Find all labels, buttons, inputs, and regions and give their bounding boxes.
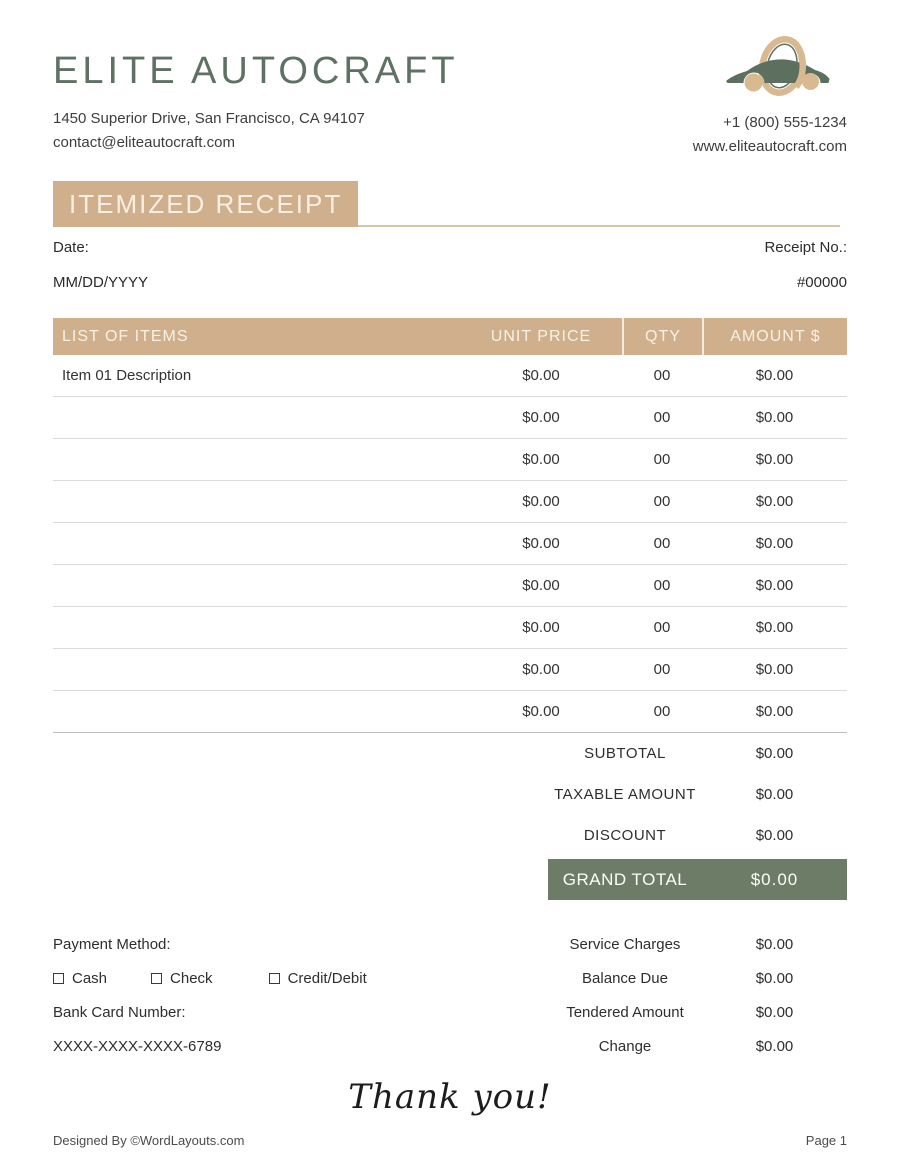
meta-values: [53, 274, 847, 291]
bank-card-label: Bank Card Number:: [53, 1003, 186, 1021]
item-qty: 00: [653, 493, 671, 510]
grand-total-bar: [548, 859, 847, 900]
page-title: ITEMIZED RECEIPT: [53, 181, 358, 227]
service-charges-value: $0.00: [755, 935, 794, 953]
company-address: 1450 Superior Drive, San Francisco, CA 94107: [53, 110, 365, 127]
service-charges-label: Service Charges: [569, 935, 681, 953]
item-qty: 00: [653, 577, 671, 594]
item-qty: 00: [653, 535, 671, 552]
date-label: Date:: [53, 239, 89, 256]
column-header-list-of-items: LIST OF ITEMS: [62, 328, 189, 345]
item-amount: $0.00: [755, 535, 794, 552]
table-row: [53, 355, 847, 397]
item-amount: $0.00: [755, 661, 794, 678]
discount-value: $0.00: [755, 827, 794, 844]
column-header-qty: QTY: [622, 318, 702, 355]
car-logo-icon: [723, 36, 833, 105]
payment-section: [53, 927, 548, 1063]
grand-total-row: [53, 859, 847, 900]
change-value: $0.00: [755, 1037, 794, 1055]
table-row: [53, 439, 847, 481]
title-rule: [358, 181, 840, 227]
item-amount: $0.00: [755, 451, 794, 468]
header: [53, 0, 847, 159]
cash-label: Cash: [72, 969, 108, 987]
item-amount: $0.00: [755, 619, 794, 636]
company-website: www.eliteautocraft.com: [692, 138, 847, 155]
footer: [53, 1133, 847, 1148]
subtotal-row: [53, 733, 847, 774]
totals-section: [53, 733, 847, 900]
items-table-header: [53, 318, 847, 355]
company-phone: +1 (800) 555-1234: [723, 114, 847, 131]
item-qty: 00: [653, 409, 671, 426]
thank-you-message: Thank you!: [348, 1077, 552, 1117]
item-qty: 00: [653, 661, 671, 678]
check-checkbox[interactable]: [151, 973, 162, 984]
receipt-no-label: Receipt No.:: [764, 239, 847, 256]
item-amount: $0.00: [755, 367, 794, 384]
item-unit-price: $0.00: [522, 367, 560, 384]
table-row: [53, 481, 847, 523]
discount-label: DISCOUNT: [583, 827, 667, 844]
item-unit-price: $0.00: [522, 409, 560, 426]
item-amount: $0.00: [755, 577, 794, 594]
item-unit-price: $0.00: [522, 619, 560, 636]
footer-credit: Designed By ©WordLayouts.com: [53, 1133, 245, 1148]
payment-option-cash[interactable]: [53, 970, 107, 987]
column-header-amount: AMOUNT $: [702, 318, 847, 355]
taxable-amount-label: TAXABLE AMOUNT: [554, 786, 696, 803]
balance-due-value: $0.00: [755, 969, 794, 987]
item-qty: 00: [653, 451, 671, 468]
taxable-amount-row: [53, 774, 847, 815]
summary-section: [548, 927, 847, 1063]
grand-total-value: $0.00: [750, 869, 799, 889]
tendered-amount-row: [548, 995, 847, 1029]
item-amount: $0.00: [755, 493, 794, 510]
column-header-unit-price: UNIT PRICE: [490, 328, 592, 345]
cash-checkbox[interactable]: [53, 973, 64, 984]
change-row: [548, 1029, 847, 1063]
table-row: [53, 649, 847, 691]
subtotal-value: $0.00: [755, 745, 794, 762]
payment-option-check[interactable]: [151, 970, 213, 987]
tendered-amount-label: Tendered Amount: [566, 1003, 684, 1021]
table-row: [53, 397, 847, 439]
item-unit-price: $0.00: [522, 661, 560, 678]
item-unit-price: $0.00: [522, 703, 560, 720]
subtotal-label: SUBTOTAL: [584, 745, 666, 762]
balance-due-label: Balance Due: [582, 969, 668, 987]
item-amount: $0.00: [755, 409, 794, 426]
footer-page-number: Page 1: [805, 1133, 847, 1148]
payment-method-label: Payment Method:: [53, 935, 171, 953]
change-label: Change: [598, 1037, 652, 1055]
item-unit-price: $0.00: [522, 535, 560, 552]
item-unit-price: $0.00: [522, 451, 560, 468]
item-qty: 00: [653, 367, 671, 384]
item-unit-price: $0.00: [522, 493, 560, 510]
receipt-no-value: #00000: [796, 274, 847, 291]
date-value: MM/DD/YYYY: [53, 274, 149, 291]
company-info: [53, 36, 459, 159]
payment-option-credit-debit[interactable]: [269, 970, 367, 987]
taxable-amount-value: $0.00: [755, 786, 794, 803]
credit-debit-checkbox[interactable]: [269, 973, 280, 984]
company-email: contact@eliteautocraft.com: [53, 134, 235, 151]
payment-options-row: [53, 961, 548, 995]
item-qty: 00: [653, 619, 671, 636]
table-row: [53, 691, 847, 733]
meta-labels: [53, 239, 847, 256]
contact-info: [693, 36, 847, 159]
title-banner-row: [53, 181, 847, 227]
tendered-amount-value: $0.00: [755, 1003, 794, 1021]
item-unit-price: $0.00: [522, 577, 560, 594]
company-name: ELITE AUTOCRAFT: [53, 50, 459, 92]
check-label: Check: [170, 969, 213, 987]
balance-due-row: [548, 961, 847, 995]
item-description: Item 01 Description: [62, 367, 192, 384]
service-charges-row: [548, 927, 847, 961]
item-qty: 00: [653, 703, 671, 720]
grand-total-label: GRAND TOTAL: [562, 869, 688, 889]
item-amount: $0.00: [755, 703, 794, 720]
table-row: [53, 607, 847, 649]
bottom-section: [53, 927, 847, 1063]
bank-card-value: XXXX-XXXX-XXXX-6789: [53, 1037, 222, 1055]
discount-row: [53, 815, 847, 856]
credit-debit-label: Credit/Debit: [287, 969, 367, 987]
table-row: [53, 523, 847, 565]
items-table: [53, 318, 847, 733]
table-row: [53, 565, 847, 607]
